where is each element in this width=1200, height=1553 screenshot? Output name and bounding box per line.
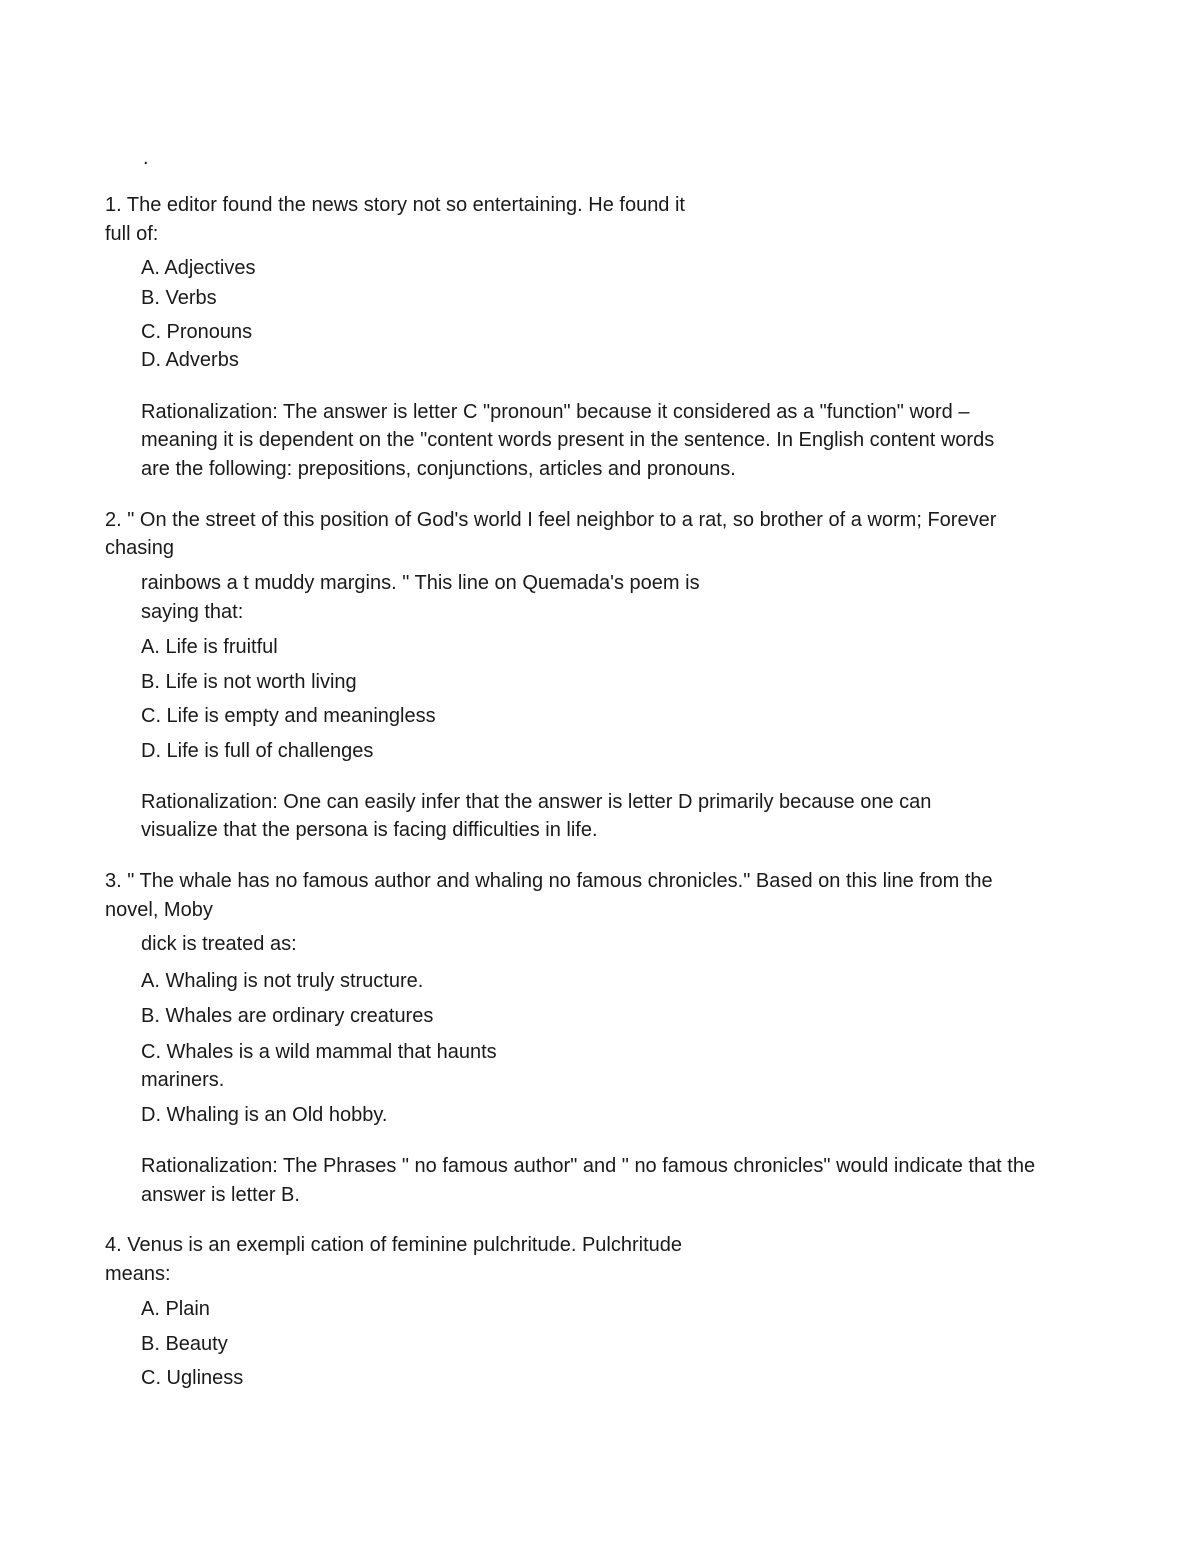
option-d: D. Adverbs [141, 349, 239, 371]
question-stem-line: 1. The editor found the news story not so entertaining. He found it [105, 194, 685, 216]
option-a: A. Adjectives [141, 257, 256, 279]
rationalization-line: Rationalization: The answer is letter C "pronoun" because it considered as a "function" word – [141, 401, 970, 423]
question-stem-line: saying that: [141, 601, 244, 623]
question-stem-line: rainbows a t muddy margins. " This line on Quemada's poem is [141, 572, 700, 594]
rationalization-line: Rationalization: One can easily infer that the answer is letter D primarily because one can [141, 791, 932, 813]
question-stem-line: dick is treated as: [141, 933, 297, 955]
option-a: A. Plain [141, 1298, 210, 1320]
option-c: C. Whales is a wild mammal that haunts [141, 1041, 497, 1063]
rationalization-line: answer is letter B. [141, 1184, 300, 1206]
option-b: B. Life is not worth living [141, 671, 357, 693]
question-stem-line: 3. " The whale has no famous author and whaling no famous chronicles." Based on this line from the [105, 870, 993, 892]
option-c: C. Pronouns [141, 321, 253, 343]
rationalization-line: Rationalization: The Phrases " no famous author" and " no famous chronicles" would indicate that the [141, 1155, 1036, 1177]
option-c: C. Ugliness [141, 1367, 244, 1389]
option-a: A. Life is fruitful [141, 636, 278, 658]
option-b: B. Beauty [141, 1333, 228, 1355]
option-d: D. Whaling is an Old hobby. [141, 1104, 388, 1126]
question-stem-line: full of: [105, 223, 159, 245]
question-stem-line: means: [105, 1263, 171, 1285]
question-stem-line: novel, Moby [105, 899, 213, 921]
option-c-continued: mariners. [141, 1069, 225, 1091]
rationalization-line: visualize that the persona is facing difficulties in life. [141, 819, 598, 841]
option-b: B. Whales are ordinary creatures [141, 1005, 434, 1027]
question-stem-line: 4. Venus is an exempli cation of feminine pulchritude. Pulchritude [105, 1234, 683, 1256]
option-a: A. Whaling is not truly structure. [141, 970, 424, 992]
option-b: B. Verbs [141, 287, 217, 309]
question-stem-line: chasing [105, 537, 174, 559]
option-c: C. Life is empty and meaningless [141, 705, 436, 727]
rationalization-line: are the following: prepositions, conjunctions, articles and pronouns. [141, 458, 736, 480]
question-stem-line: 2. " On the street of this position of God's world I feel neighbor to a rat, so brother of a worm; Forever [105, 509, 997, 531]
rationalization-line: meaning it is dependent on the "content words present in the sentence. In English content words [141, 429, 995, 451]
page-marker: . [143, 147, 149, 169]
option-d: D. Life is full of challenges [141, 740, 374, 762]
